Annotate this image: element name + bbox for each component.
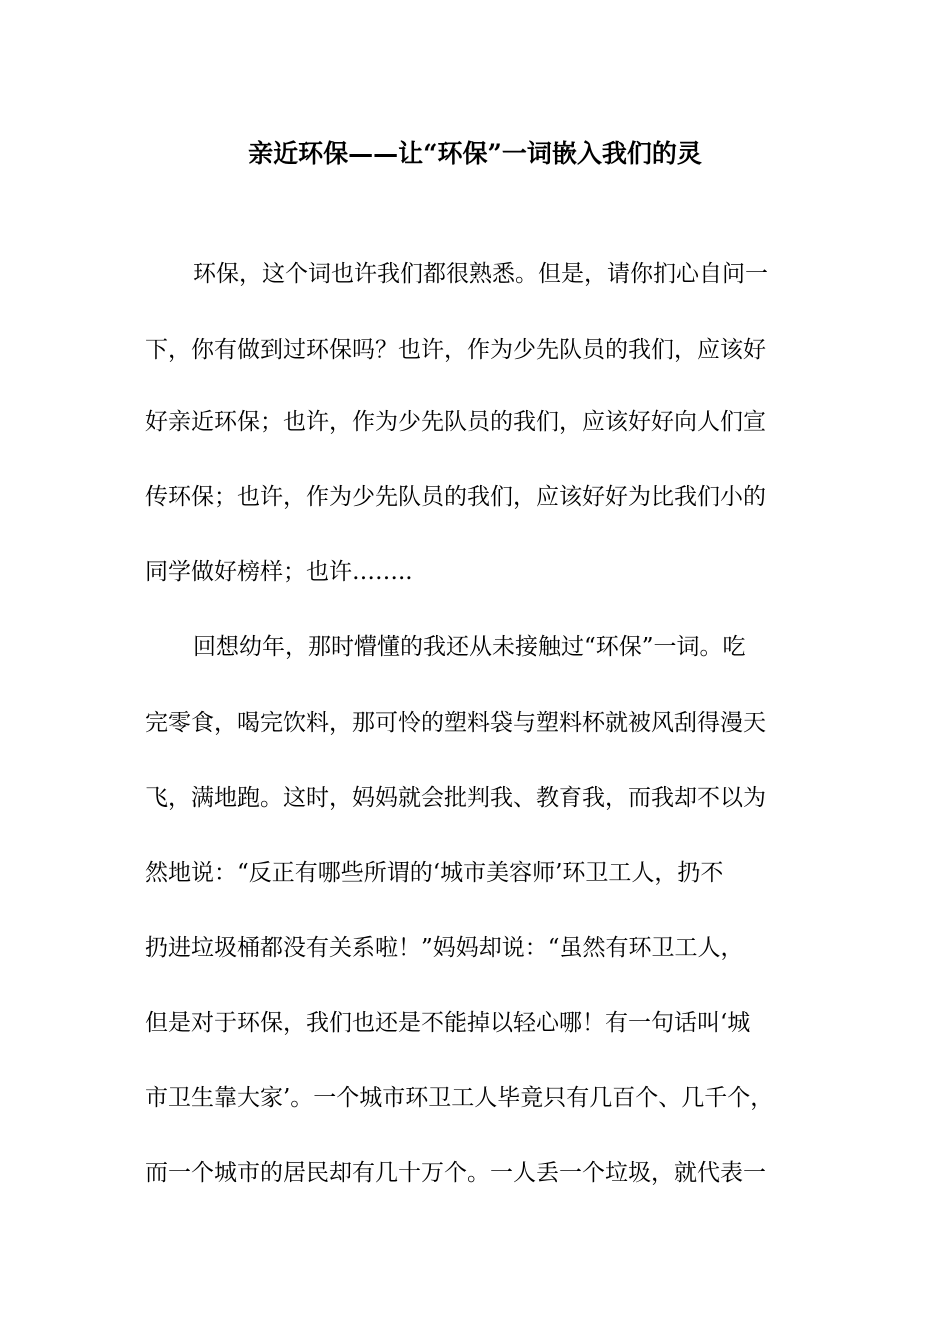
paragraph-line: 扔进垃圾桶都没有关系啦！”妈妈却说：“虽然有环卫工人， <box>145 935 744 961</box>
paragraph-line: 飞，满地跑。这时，妈妈就会批判我、教育我，而我却不以为 <box>145 785 766 811</box>
paragraph-line: 同学做好榜样；也许…….. <box>145 559 413 585</box>
paragraph-line: 但是对于环保，我们也还是不能掉以轻心哪！有一句话叫‘城 <box>145 1010 751 1036</box>
paragraph-line: 好亲近环保；也许，作为少先队员的我们，应该好好向人们宣 <box>145 409 766 435</box>
paragraph-line: 市卫生靠大家’。一个城市环卫工人毕竟只有几百个、几千个， <box>145 1085 774 1111</box>
paragraph-line: 完零食，喝完饮料，那可怜的塑料袋与塑料杯就被风刮得漫天 <box>145 710 766 736</box>
document-title: 亲近环保——让“环保”一词嵌入我们的灵 <box>248 139 702 168</box>
paragraph-line: 环保，这个词也许我们都很熟悉。但是，请你扪心自问一 <box>193 261 768 287</box>
paragraph-line: 下，你有做到过环保吗？也许，作为少先队员的我们，应该好 <box>145 337 766 363</box>
paragraph-line: 然地说：“反正有哪些所谓的‘城市美容师’环卫工人，扔不 <box>145 860 724 886</box>
paragraph-line: 而一个城市的居民却有几十万个。一人丢一个垃圾，就代表一 <box>145 1160 766 1186</box>
paragraph-line: 回想幼年，那时懵懂的我还从未接触过“环保”一词。吃 <box>193 634 746 660</box>
paragraph-line: 传环保；也许，作为少先队员的我们，应该好好为比我们小的 <box>145 484 766 510</box>
